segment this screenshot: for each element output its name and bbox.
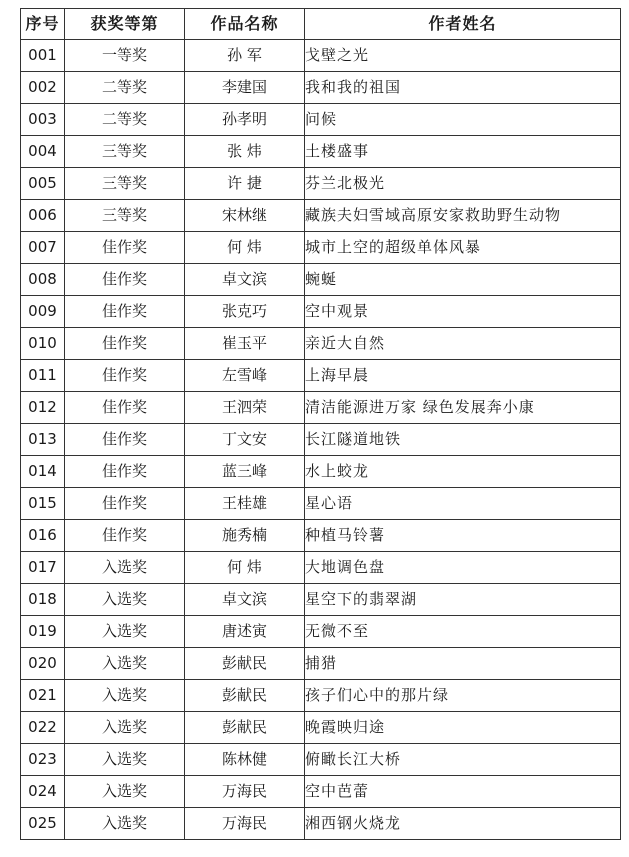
title-cell: 空中芭蕾 (305, 776, 621, 808)
table-row (21, 232, 621, 264)
table-header-row (21, 9, 621, 40)
title-cell: 藏族夫妇雪域高原安家救助野生动物 (305, 200, 621, 232)
table-row (21, 712, 621, 744)
award-list-table (20, 8, 621, 840)
serial-number-cell: 010 (21, 328, 65, 360)
table-row (21, 648, 621, 680)
title-cell: 长江隧道地铁 (305, 424, 621, 456)
award-level-cell: 三等奖 (65, 136, 185, 168)
header-award-level: 获奖等第 (65, 9, 185, 40)
table-row (21, 776, 621, 808)
title-cell: 水上蛟龙 (305, 456, 621, 488)
title-cell: 清洁能源进万家 绿色发展奔小康 (305, 392, 621, 424)
award-level-cell: 入选奖 (65, 776, 185, 808)
table-row (21, 72, 621, 104)
author-cell: 左雪峰 (185, 360, 305, 392)
serial-number-cell: 017 (21, 552, 65, 584)
author-cell: 彭献民 (185, 648, 305, 680)
award-level-cell: 佳作奖 (65, 456, 185, 488)
award-level-cell: 入选奖 (65, 648, 185, 680)
title-cell: 种植马铃薯 (305, 520, 621, 552)
title-cell: 上海早晨 (305, 360, 621, 392)
author-cell: 彭献民 (185, 680, 305, 712)
author-cell: 唐述寅 (185, 616, 305, 648)
title-cell: 空中观景 (305, 296, 621, 328)
serial-number-cell: 018 (21, 584, 65, 616)
serial-number-cell: 016 (21, 520, 65, 552)
serial-number-cell: 022 (21, 712, 65, 744)
award-level-cell: 佳作奖 (65, 392, 185, 424)
title-cell: 城市上空的超级单体风暴 (305, 232, 621, 264)
author-cell: 何 炜 (185, 552, 305, 584)
table-row (21, 744, 621, 776)
award-level-cell: 一等奖 (65, 40, 185, 72)
title-cell: 问候 (305, 104, 621, 136)
header-author-name: 作者姓名 (305, 9, 621, 40)
table-row (21, 584, 621, 616)
serial-number-cell: 004 (21, 136, 65, 168)
author-cell: 万海民 (185, 808, 305, 840)
award-level-cell: 三等奖 (65, 168, 185, 200)
table-body (21, 40, 621, 840)
title-cell: 晚霞映归途 (305, 712, 621, 744)
table-row (21, 168, 621, 200)
author-cell: 宋林继 (185, 200, 305, 232)
title-cell: 蜿蜒 (305, 264, 621, 296)
author-cell: 孙 军 (185, 40, 305, 72)
award-level-cell: 入选奖 (65, 808, 185, 840)
title-cell: 我和我的祖国 (305, 72, 621, 104)
table-row (21, 40, 621, 72)
award-level-cell: 佳作奖 (65, 328, 185, 360)
table-row (21, 360, 621, 392)
award-level-cell: 三等奖 (65, 200, 185, 232)
serial-number-cell: 024 (21, 776, 65, 808)
award-level-cell: 佳作奖 (65, 360, 185, 392)
serial-number-cell: 005 (21, 168, 65, 200)
table-row (21, 136, 621, 168)
serial-number-cell: 025 (21, 808, 65, 840)
serial-number-cell: 001 (21, 40, 65, 72)
table-row (21, 680, 621, 712)
title-cell: 芬兰北极光 (305, 168, 621, 200)
award-level-cell: 佳作奖 (65, 296, 185, 328)
serial-number-cell: 015 (21, 488, 65, 520)
table-row (21, 456, 621, 488)
author-cell: 卓文滨 (185, 584, 305, 616)
title-cell: 亲近大自然 (305, 328, 621, 360)
author-cell: 蓝三峰 (185, 456, 305, 488)
author-cell: 张克巧 (185, 296, 305, 328)
award-level-cell: 入选奖 (65, 680, 185, 712)
award-level-cell: 入选奖 (65, 744, 185, 776)
title-cell: 湘西钢火烧龙 (305, 808, 621, 840)
title-cell: 大地调色盘 (305, 552, 621, 584)
table-row (21, 392, 621, 424)
author-cell: 万海民 (185, 776, 305, 808)
author-cell: 施秀楠 (185, 520, 305, 552)
serial-number-cell: 013 (21, 424, 65, 456)
award-level-cell: 佳作奖 (65, 424, 185, 456)
serial-number-cell: 009 (21, 296, 65, 328)
title-cell: 土楼盛事 (305, 136, 621, 168)
author-cell: 张 炜 (185, 136, 305, 168)
author-cell: 李建国 (185, 72, 305, 104)
title-cell: 捕猎 (305, 648, 621, 680)
award-level-cell: 入选奖 (65, 616, 185, 648)
serial-number-cell: 020 (21, 648, 65, 680)
author-cell: 卓文滨 (185, 264, 305, 296)
title-cell: 孩子们心中的那片绿 (305, 680, 621, 712)
author-cell: 崔玉平 (185, 328, 305, 360)
author-cell: 王泗荣 (185, 392, 305, 424)
table-row (21, 104, 621, 136)
serial-number-cell: 019 (21, 616, 65, 648)
author-cell: 许 捷 (185, 168, 305, 200)
serial-number-cell: 023 (21, 744, 65, 776)
author-cell: 丁文安 (185, 424, 305, 456)
serial-number-cell: 014 (21, 456, 65, 488)
award-level-cell: 入选奖 (65, 584, 185, 616)
author-cell: 彭献民 (185, 712, 305, 744)
award-level-cell: 二等奖 (65, 72, 185, 104)
title-cell: 无微不至 (305, 616, 621, 648)
header-work-title: 作品名称 (185, 9, 305, 40)
table-row (21, 328, 621, 360)
serial-number-cell: 011 (21, 360, 65, 392)
serial-number-cell: 008 (21, 264, 65, 296)
award-level-cell: 佳作奖 (65, 232, 185, 264)
award-level-cell: 入选奖 (65, 552, 185, 584)
table-row (21, 552, 621, 584)
award-level-cell: 入选奖 (65, 712, 185, 744)
author-cell: 王桂雄 (185, 488, 305, 520)
table-row (21, 296, 621, 328)
author-cell: 孙孝明 (185, 104, 305, 136)
table-row (21, 616, 621, 648)
title-cell: 戈壁之光 (305, 40, 621, 72)
table-row (21, 200, 621, 232)
serial-number-cell: 006 (21, 200, 65, 232)
serial-number-cell: 012 (21, 392, 65, 424)
table-row (21, 808, 621, 840)
title-cell: 俯瞰长江大桥 (305, 744, 621, 776)
table-row (21, 520, 621, 552)
table-row (21, 264, 621, 296)
table-row (21, 488, 621, 520)
header-serial-number: 序号 (21, 9, 65, 40)
award-level-cell: 二等奖 (65, 104, 185, 136)
document-page (20, 8, 620, 840)
title-cell: 星空下的翡翠湖 (305, 584, 621, 616)
author-cell: 何 炜 (185, 232, 305, 264)
award-level-cell: 佳作奖 (65, 264, 185, 296)
award-level-cell: 佳作奖 (65, 488, 185, 520)
award-level-cell: 佳作奖 (65, 520, 185, 552)
serial-number-cell: 021 (21, 680, 65, 712)
table-row (21, 424, 621, 456)
serial-number-cell: 003 (21, 104, 65, 136)
title-cell: 星心语 (305, 488, 621, 520)
author-cell: 陈林健 (185, 744, 305, 776)
serial-number-cell: 002 (21, 72, 65, 104)
serial-number-cell: 007 (21, 232, 65, 264)
